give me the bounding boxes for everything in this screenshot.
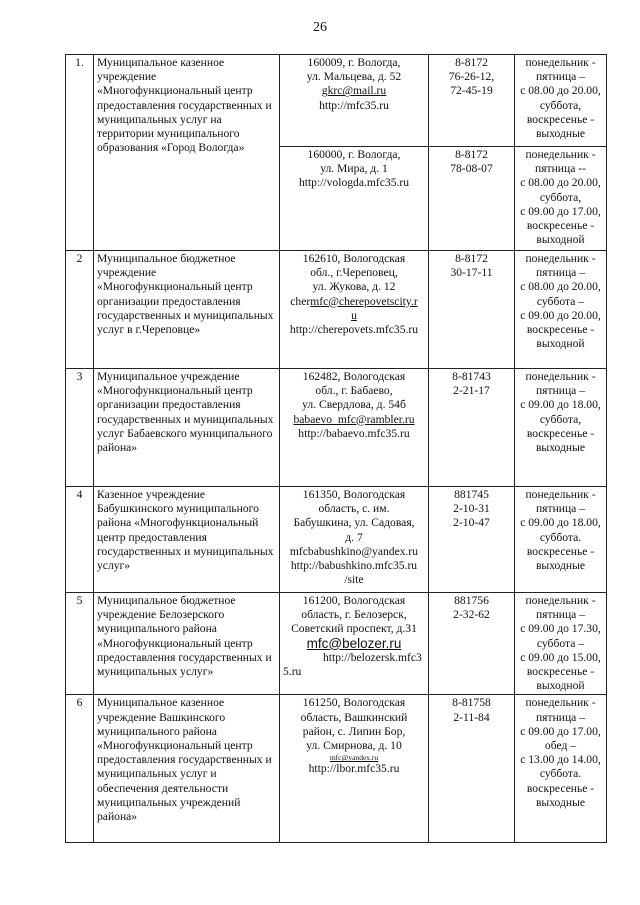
address-line: ул. Смирнова, д. 10 — [306, 739, 402, 753]
hours-line: выходной — [536, 233, 585, 247]
address-line: обл., г.Череповец, — [310, 266, 398, 280]
website-link[interactable]: http://babaevo.mfc35.ru — [298, 426, 410, 440]
phone-line: 30-17-11 — [450, 266, 493, 280]
address-cell — [280, 487, 429, 593]
hours-line: воскресенье - — [526, 323, 595, 337]
address-line: обл., г. Бабаево, — [315, 384, 393, 398]
row-number: 1. — [66, 55, 94, 251]
phone-cell — [429, 147, 515, 251]
hours-line: суббота, — [539, 98, 582, 112]
email-link[interactable]: babaevo_mfc@rambler.ru — [293, 412, 415, 426]
hours-line: воскресенье - — [526, 781, 595, 795]
website-link[interactable]: http://cherepovets.mfc35.ru — [289, 323, 419, 337]
address-line: 160009, г. Вологда, — [307, 56, 401, 69]
hours-line: пятница – — [535, 608, 586, 622]
phone-cell — [429, 593, 515, 695]
hours-line: понедельник - — [525, 696, 596, 710]
hours-line: воскресенье - — [526, 219, 595, 233]
row-number: 5 — [66, 593, 94, 695]
address-line: 160000, г. Вологда, — [307, 148, 401, 161]
table-row — [66, 55, 607, 147]
address-line: область, с. им. — [318, 502, 390, 516]
phone-cell — [429, 55, 515, 147]
hours-line: суббота – — [536, 294, 585, 308]
email-link[interactable]: gkrc@mail.ru — [321, 84, 387, 98]
address-line: 162610, Вологодская — [302, 252, 406, 265]
address-cell — [280, 55, 429, 147]
hours-line: понедельник - — [525, 148, 596, 161]
hours-line: воскресенье - — [526, 544, 595, 558]
website-link[interactable]: http://lbor.mfc35.ru — [308, 762, 400, 776]
hours-line: обед – — [544, 739, 577, 753]
hours-line: суббота. — [539, 530, 582, 544]
phone-line: 2-10-47 — [453, 516, 490, 530]
email-continuation[interactable]: u — [351, 308, 357, 322]
hours-line: суббота. — [539, 767, 582, 781]
phone-line: 72-45-19 — [450, 84, 493, 98]
table-row — [66, 593, 607, 695]
phone-line: 8-8172 — [455, 56, 488, 69]
phone-line: 881756 — [454, 594, 489, 607]
website-link[interactable]: http://vologda.mfc35.ru — [298, 176, 410, 190]
row-number: 4 — [66, 487, 94, 593]
table-row — [66, 695, 607, 843]
hours-line: с 09.00 до 17.00, — [520, 204, 601, 218]
phone-cell — [429, 487, 515, 593]
website-link[interactable]: http://mfc35.ru — [319, 98, 389, 112]
address-line: ул. Мальцева, д. 52 — [306, 70, 402, 84]
address-line: 161350, Вологодская — [302, 488, 406, 501]
hours-line: выходные — [535, 441, 586, 455]
hours-cell — [515, 487, 607, 593]
hours-line: с 09.00 до 17.00, — [520, 724, 601, 738]
address-line: 161200, Вологодская — [302, 594, 406, 607]
address-line: Советский проспект, д.31 — [291, 622, 417, 636]
hours-line: выходной — [536, 679, 585, 693]
email-link[interactable]: mfcbabushkino@yandex.ru — [289, 544, 419, 558]
phone-cell — [429, 251, 515, 369]
hours-line: с 09.00 до 20.00, — [520, 308, 601, 322]
hours-line: с 08.00 до 20.00, — [520, 280, 601, 294]
phone-line: 8-81743 — [452, 370, 491, 383]
address-cell — [280, 147, 429, 251]
org-name: Муниципальное бюджетное учреждение Белозерского муниципального района «Многофункциональный центр предоставления государственных и муниципальных услуг» — [94, 593, 280, 695]
hours-line: понедельник - — [525, 252, 596, 265]
phone-line: 8-81758 — [452, 696, 491, 710]
hours-line: пятница – — [535, 710, 586, 724]
phone-line: 881745 — [454, 488, 489, 501]
email-link[interactable]: mfc@belozer.ru — [306, 635, 402, 651]
hours-line: пятница – — [535, 70, 586, 84]
hours-line: суббота, — [539, 412, 582, 426]
address-cell — [280, 251, 429, 369]
email-prefix: cher — [290, 294, 311, 308]
phone-line: 2-10-31 — [453, 502, 490, 516]
hours-line: с 08.00 до 20.00, — [520, 176, 601, 190]
hours-line: понедельник - — [525, 594, 596, 607]
table-row — [66, 487, 607, 593]
phone-line: 8-8172 — [455, 252, 488, 265]
org-name: Муниципальное казенное учреждение Вашкинского муниципального района «Многофункциональный центр предоставления государственных и муниципальных услуг и обеспечения деятельности муниципальных учреждений района» — [94, 695, 280, 843]
table-row — [66, 251, 607, 369]
phone-line: 2-11-84 — [453, 710, 490, 724]
phone-line: 2-21-17 — [453, 384, 490, 398]
org-name: Муниципальное казенное учреждение «Многофункциональный центр предоставления государственных и муниципальных услуг на территории муниципального образования «Город Вологда» — [94, 55, 280, 251]
phone-line: 76-26-12, — [448, 70, 495, 84]
hours-cell — [515, 593, 607, 695]
hours-line: пятница – — [535, 266, 586, 280]
org-name: Казенное учреждение Бабушкинского муниципального района «Многофункциональный центр предоставления государственных и муниципальных услуг» — [94, 487, 280, 593]
hours-line: пятница -- — [535, 162, 586, 176]
hours-line: воскресенье - — [526, 426, 595, 440]
address-line: 162482, Вологодская — [302, 370, 406, 383]
mfc-table — [65, 54, 607, 843]
hours-line: понедельник - — [525, 488, 596, 501]
hours-line: с 09.00 до 15.00, — [520, 650, 601, 664]
phone-cell — [429, 369, 515, 487]
hours-cell — [515, 251, 607, 369]
hours-line: выходные — [535, 127, 586, 141]
hours-line: с 08.00 до 20.00, — [520, 84, 601, 98]
address-cell — [280, 369, 429, 487]
website-link[interactable]: http://babushkino.mfc35.ru — [290, 559, 418, 573]
hours-cell — [515, 147, 607, 251]
address-cell — [280, 695, 429, 843]
hours-line: выходные — [535, 795, 586, 809]
website-continuation[interactable]: /site — [344, 573, 364, 587]
address-line: район, с. Липин Бор, — [302, 724, 406, 738]
phone-line: 2-32-62 — [453, 608, 490, 622]
email-link[interactable] — [283, 295, 425, 309]
address-line: ул. Жукова, д. 12 — [312, 280, 396, 294]
hours-line: выходной — [536, 337, 585, 351]
address-line: 161250, Вологодская — [302, 696, 406, 710]
email-part: mfc@cherepovetscity.r — [310, 294, 418, 308]
phone-line: 8-8172 — [455, 148, 488, 161]
hours-line: пятница – — [535, 384, 586, 398]
address-cell — [280, 593, 429, 695]
email-link[interactable]: mfc@yandex.ru — [329, 753, 379, 763]
hours-line: понедельник - — [525, 370, 596, 383]
hours-cell — [515, 369, 607, 487]
hours-line: с 13.00 до 14.00, — [520, 753, 601, 767]
hours-line: с 09.00 до 17.30, — [520, 622, 601, 636]
page-number: 26 — [313, 20, 327, 35]
hours-line: с 09.00 до 18.00, — [520, 516, 601, 530]
address-line: Бабушкина, ул. Садовая, — [293, 516, 415, 530]
address-line: ул. Мира, д. 1 — [320, 162, 388, 176]
website-continuation[interactable]: 5.ru — [283, 665, 302, 679]
row-number: 3 — [66, 369, 94, 487]
phone-line: 78-08-07 — [450, 162, 493, 176]
hours-line: воскресенье - — [526, 665, 595, 679]
table-row — [66, 369, 607, 487]
address-line: область, Вашкинский — [300, 710, 408, 724]
row-number: 6 — [66, 695, 94, 843]
hours-line: выходные — [535, 559, 586, 573]
hours-cell — [515, 695, 607, 843]
hours-line: пятница – — [535, 502, 586, 516]
hours-line: с 09.00 до 18.00, — [520, 398, 601, 412]
hours-line: суббота, — [539, 190, 582, 204]
hours-cell — [515, 55, 607, 147]
address-line: область, г. Белозерск, — [301, 608, 407, 622]
hours-line: понедельник - — [525, 56, 596, 69]
org-name: Муниципальное учреждение «Многофункциональный центр организации предоставления государственных и муниципальных услуг Бабаевского муниципального района» — [94, 369, 280, 487]
address-line: ул. Свердлова, д. 54б — [302, 398, 406, 412]
hours-line: суббота – — [536, 636, 585, 650]
hours-line: воскресенье - — [526, 112, 595, 126]
row-number: 2 — [66, 251, 94, 369]
org-name: Муниципальное бюджетное учреждение «Многофункциональный центр организации предоставления государственных и муниципальных услуг в г.Череповце» — [94, 251, 280, 369]
website-link[interactable]: http://belozersk.mfc3 — [323, 650, 422, 664]
phone-cell — [429, 695, 515, 843]
address-line: д. 7 — [345, 530, 363, 544]
